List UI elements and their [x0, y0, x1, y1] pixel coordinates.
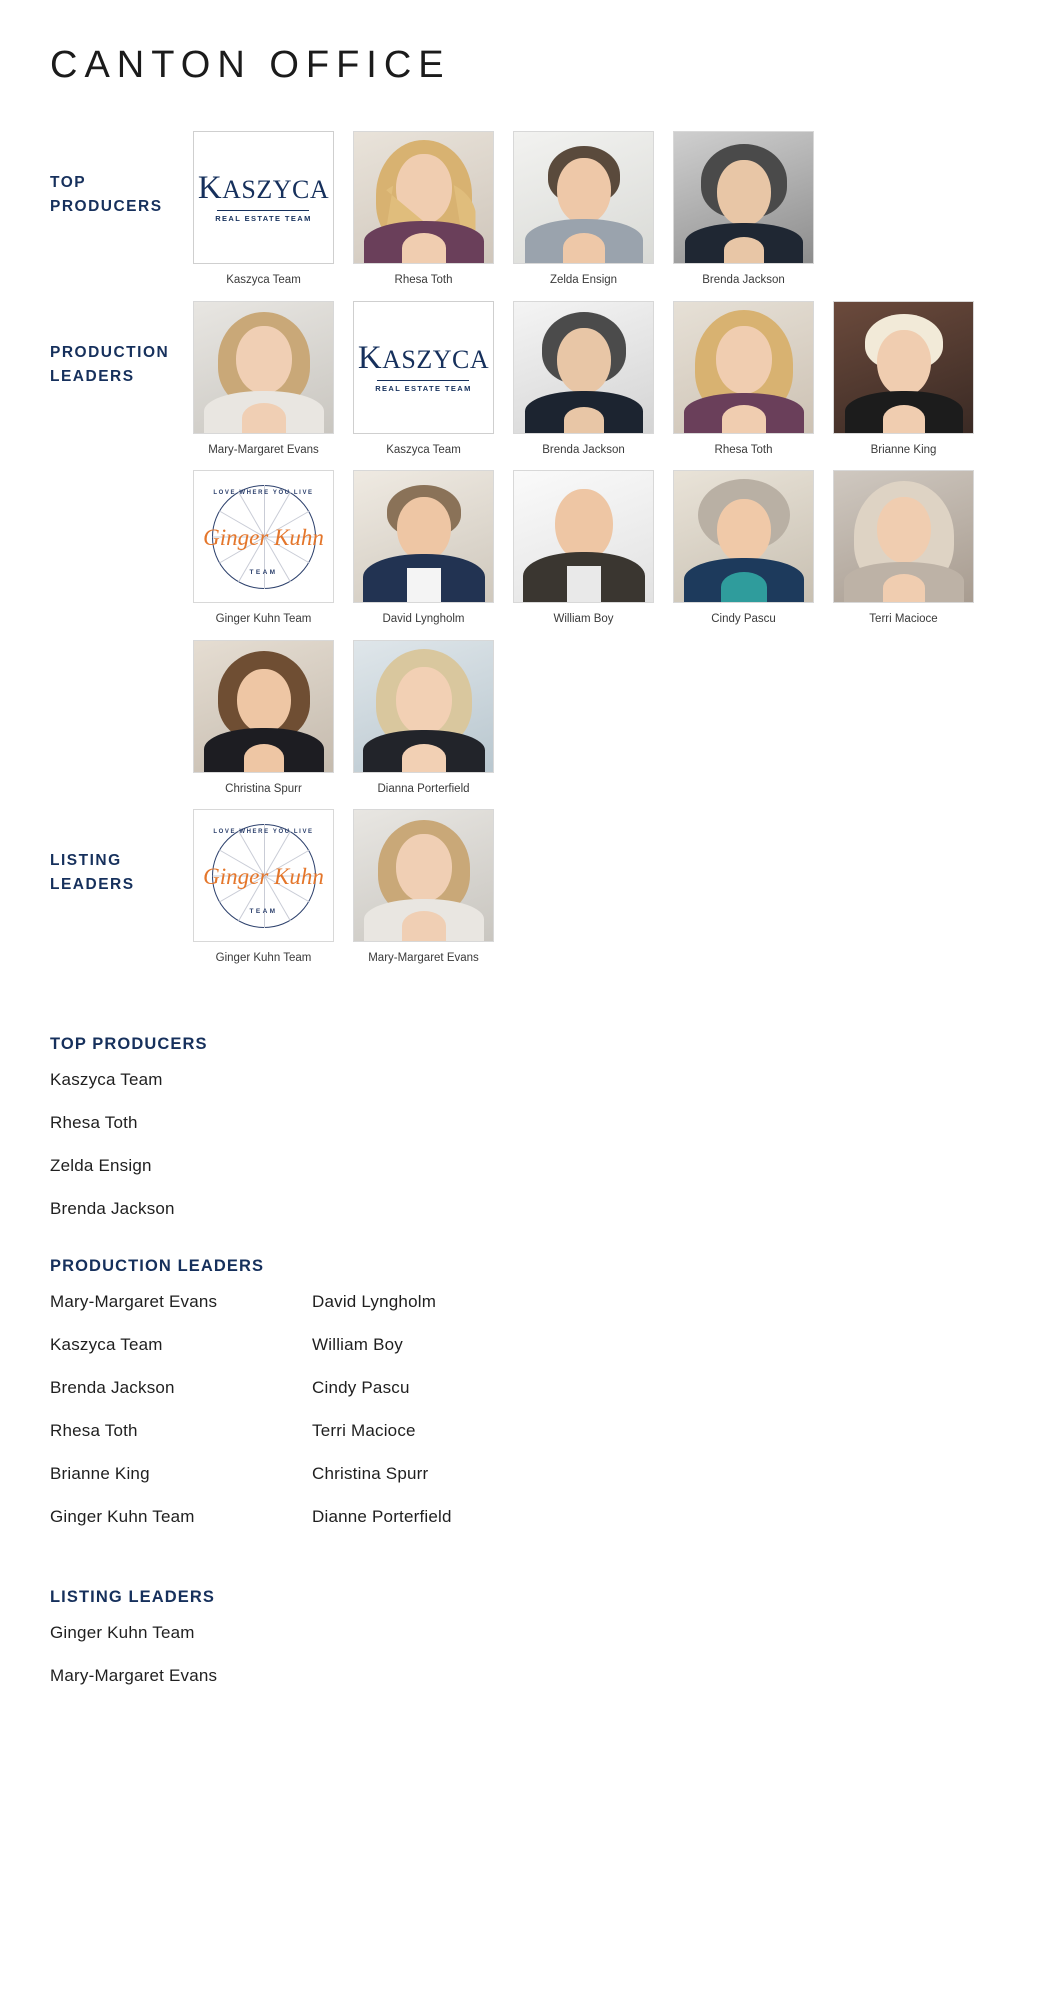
cards-production-leaders-row2 — [185, 470, 985, 636]
list-item: Christina Spurr — [312, 1463, 429, 1483]
list-item: Mary-Margaret Evans — [50, 1291, 218, 1311]
ginger-logo-team: TEAM — [249, 908, 278, 916]
kaszyca-logo-rule — [377, 380, 469, 381]
person-card[interactable] — [345, 131, 502, 289]
person-name: Terri Macioce — [869, 613, 938, 626]
section-label-listing-leaders — [0, 809, 185, 897]
ginger-logo-name: Ginger Kuhn — [203, 863, 324, 889]
person-photo — [193, 640, 334, 773]
list-item: Rhesa Toth — [50, 1112, 138, 1132]
person-photo — [673, 301, 814, 434]
person-photo — [353, 809, 494, 942]
person-photo — [673, 470, 814, 603]
list-item: William Boy — [312, 1334, 403, 1354]
list-item: Brianne King — [50, 1463, 150, 1483]
ginger-logo-team: TEAM — [249, 569, 278, 577]
list-heading-listing-leaders: LISTING LEADERS — [50, 1587, 216, 1606]
kaszyca-team-logo-icon — [193, 131, 334, 264]
list-item: Kaszyca Team — [50, 1334, 163, 1354]
person-card[interactable] — [825, 470, 982, 628]
person-card[interactable] — [825, 301, 982, 459]
person-photo — [833, 301, 974, 434]
person-name: Dianna Porterfield — [377, 782, 470, 795]
ginger-logo-name: Ginger Kuhn — [203, 524, 324, 550]
list-item: Dianne Porterfield — [312, 1506, 452, 1526]
section-label-line1: PRODUCTION — [50, 343, 170, 361]
list-item: Brenda Jackson — [50, 1198, 175, 1218]
person-photo — [513, 131, 654, 264]
page-title: CANTON OFFICE — [50, 44, 451, 86]
person-name: Christina Spurr — [225, 782, 302, 795]
ginger-kuhn-team-logo-icon — [193, 470, 334, 603]
person-name: Brenda Jackson — [702, 274, 785, 286]
list-column-2 — [312, 1292, 574, 1550]
list-item: Kaszyca Team — [50, 1069, 163, 1089]
person-name: Kaszyca Team — [386, 443, 461, 456]
person-photo — [353, 640, 494, 773]
section-listing-leaders — [0, 809, 1063, 975]
person-card[interactable] — [185, 640, 342, 798]
person-card[interactable] — [185, 301, 342, 459]
summary-lists — [0, 1035, 1063, 1749]
list-heading-top-producers: TOP PRODUCERS — [50, 1034, 208, 1053]
ginger-kuhn-team-logo-icon — [193, 809, 334, 942]
list-item: Zelda Ensign — [50, 1155, 152, 1175]
person-photo — [513, 301, 654, 434]
section-label-production-leaders — [0, 301, 185, 389]
person-photo — [193, 301, 334, 434]
person-name: Mary-Margaret Evans — [208, 443, 319, 456]
section-production-leaders-row2 — [0, 470, 1063, 636]
list-item: Terri Macioce — [312, 1420, 416, 1440]
section-label-line2: LEADERS — [50, 876, 135, 894]
person-photo — [353, 470, 494, 603]
person-card[interactable] — [665, 470, 822, 628]
person-name: Brianne King — [870, 443, 937, 456]
person-card[interactable] — [665, 301, 822, 459]
photo-grid — [0, 131, 1063, 975]
person-name: Cindy Pascu — [711, 613, 776, 626]
list-item: Mary-Margaret Evans — [50, 1665, 218, 1685]
person-name: Mary-Margaret Evans — [368, 952, 479, 965]
list-item: Cindy Pascu — [312, 1377, 410, 1397]
kaszyca-logo-name: ASZYCA — [222, 175, 330, 205]
section-label-spacer — [0, 470, 185, 510]
section-production-leaders-row3 — [0, 640, 1063, 806]
person-name: Zelda Ensign — [549, 274, 618, 286]
section-label-line1: TOP — [50, 174, 87, 191]
list-item: Brenda Jackson — [50, 1377, 175, 1397]
list-item: Ginger Kuhn Team — [50, 1506, 195, 1526]
person-photo — [353, 131, 494, 264]
person-card[interactable] — [505, 131, 662, 289]
kaszyca-logo-name: ASZYCA — [382, 344, 490, 374]
person-card[interactable] — [345, 301, 502, 459]
person-photo — [673, 131, 814, 264]
person-card[interactable] — [345, 809, 502, 967]
person-name: Kaszyca Team — [226, 274, 301, 286]
kaszyca-logo-initial: K — [357, 339, 383, 376]
person-photo — [833, 470, 974, 603]
section-top-producers — [0, 131, 1063, 297]
section-label-line2: PRODUCERS — [50, 198, 163, 216]
person-card[interactable] — [185, 809, 342, 967]
kaszyca-team-logo-icon — [353, 301, 494, 434]
person-card[interactable] — [345, 640, 502, 798]
person-name: William Boy — [553, 613, 614, 626]
person-name: Ginger Kuhn Team — [215, 952, 312, 965]
list-listing-leaders — [50, 1623, 1013, 1686]
list-item: David Lyngholm — [312, 1291, 437, 1311]
person-name: Ginger Kuhn Team — [215, 613, 312, 626]
cards-production-leaders-row3 — [185, 640, 505, 806]
ginger-logo-tagline: LOVE WHERE YOU LIVE — [213, 829, 314, 836]
ginger-logo-tagline: LOVE WHERE YOU LIVE — [213, 490, 314, 497]
cards-top-producers — [185, 131, 825, 297]
person-name: Rhesa Toth — [714, 443, 773, 456]
section-production-leaders — [0, 301, 1063, 467]
kaszyca-logo-initial: K — [197, 170, 223, 207]
list-item: Rhesa Toth — [50, 1420, 138, 1440]
person-photo — [513, 470, 654, 603]
person-name: Brenda Jackson — [542, 443, 625, 456]
person-card[interactable] — [185, 470, 342, 628]
person-name: Rhesa Toth — [394, 274, 453, 286]
section-label-top-producers — [0, 131, 185, 219]
kaszyca-logo-subtitle: REAL ESTATE TEAM — [215, 214, 312, 224]
list-production-leaders — [50, 1292, 1013, 1550]
person-card[interactable] — [665, 131, 822, 289]
section-label-line2: LEADERS — [50, 367, 135, 385]
person-card[interactable] — [505, 301, 662, 459]
person-name: David Lyngholm — [382, 613, 465, 626]
kaszyca-logo-rule — [217, 210, 309, 211]
kaszyca-logo-subtitle: REAL ESTATE TEAM — [375, 383, 472, 393]
cards-listing-leaders — [185, 809, 505, 975]
list-heading-production-leaders: PRODUCTION LEADERS — [50, 1256, 265, 1275]
person-card[interactable] — [185, 131, 342, 289]
list-top-producers — [50, 1070, 1013, 1219]
list-item: Ginger Kuhn Team — [50, 1622, 195, 1642]
list-column-1 — [50, 1292, 312, 1550]
person-card[interactable] — [505, 470, 662, 628]
cards-production-leaders-row1 — [185, 301, 985, 467]
person-card[interactable] — [345, 470, 502, 628]
section-label-spacer — [0, 640, 185, 680]
section-label-line1: LISTING — [50, 852, 122, 870]
